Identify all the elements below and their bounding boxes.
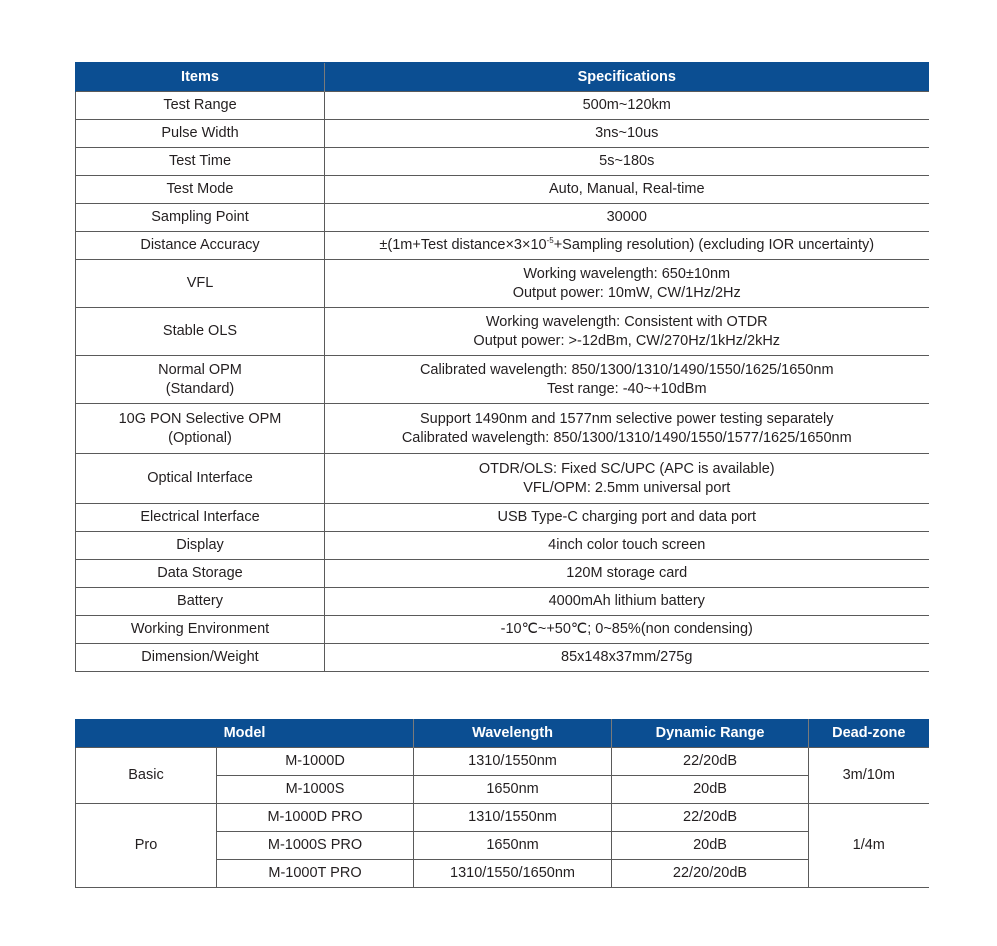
spec-cell bbox=[325, 356, 929, 404]
wavelength-cell: 1310/1550nm bbox=[414, 748, 612, 776]
wavelength-cell: 1310/1550nm bbox=[414, 804, 612, 832]
spec-row-distance-accuracy bbox=[76, 232, 929, 260]
header-dynamic-range: Dynamic Range bbox=[612, 719, 809, 748]
spec-cell bbox=[325, 404, 929, 454]
spec-header-row bbox=[76, 63, 929, 92]
model-row bbox=[76, 804, 929, 832]
wavelength-cell: 1650nm bbox=[414, 832, 612, 860]
header-model: Model bbox=[76, 719, 414, 748]
item-cell: VFL bbox=[76, 260, 325, 308]
item-cell: Working Environment bbox=[76, 616, 325, 644]
spec-cell: Auto, Manual, Real-time bbox=[325, 176, 929, 204]
spec-cell bbox=[325, 232, 929, 260]
item-line: Normal OPM bbox=[158, 361, 242, 378]
wavelength-cell: 1310/1550/1650nm bbox=[414, 860, 612, 888]
spec-row-test-range bbox=[76, 92, 929, 120]
spec-line: Test range: -40~+10dBm bbox=[546, 380, 707, 397]
spec-row-test-mode bbox=[76, 176, 929, 204]
item-cell: Distance Accuracy bbox=[76, 232, 325, 260]
spec-line: Calibrated wavelength: 850/1300/1310/1490/1550/1625/1650nm bbox=[419, 361, 834, 378]
spec-cell: 30000 bbox=[325, 204, 929, 232]
item-cell: Sampling Point bbox=[76, 204, 325, 232]
spec-cell: 500m~120km bbox=[325, 92, 929, 120]
spec-row-working-environment bbox=[76, 616, 929, 644]
spec-row-data-storage bbox=[76, 560, 929, 588]
spec-cell: 120M storage card bbox=[325, 560, 929, 588]
spec-line: Support 1490nm and 1577nm selective power testing separately bbox=[419, 410, 834, 427]
item-cell: Optical Interface bbox=[76, 454, 325, 504]
spec-row-pulse-width bbox=[76, 120, 929, 148]
spec-row-electrical-interface bbox=[76, 504, 929, 532]
model-table bbox=[75, 719, 929, 888]
spec-row-stable-ols bbox=[76, 308, 929, 356]
spec-row-normal-opm bbox=[76, 356, 929, 404]
spec-row-10g-pon-opm bbox=[76, 404, 929, 454]
spec-line: Working wavelength: 650±10nm bbox=[523, 265, 731, 282]
spec-cell: 4000mAh lithium battery bbox=[325, 588, 929, 616]
spec-row-vfl bbox=[76, 260, 929, 308]
spec-cell: 85x148x37mm/275g bbox=[325, 644, 929, 672]
header-items: Items bbox=[76, 63, 325, 92]
wavelength-cell: 1650nm bbox=[414, 776, 612, 804]
spec-line: Working wavelength: Consistent with OTDR bbox=[485, 313, 768, 330]
spec-cell: 5s~180s bbox=[325, 148, 929, 176]
item-cell: Electrical Interface bbox=[76, 504, 325, 532]
item-cell: Test Mode bbox=[76, 176, 325, 204]
spec-row-sampling-point bbox=[76, 204, 929, 232]
spec-line: Output power: 10mW, CW/1Hz/2Hz bbox=[512, 284, 741, 301]
exponent: -5 bbox=[546, 236, 554, 245]
model-cell: M-1000D bbox=[217, 748, 414, 776]
item-cell: Pulse Width bbox=[76, 120, 325, 148]
spec-cell: -10℃~+50℃; 0~85%(non condensing) bbox=[325, 616, 929, 644]
dynamic-range-cell: 22/20/20dB bbox=[612, 860, 809, 888]
item-line: 10G PON Selective OPM bbox=[118, 410, 282, 427]
item-cell: Test Range bbox=[76, 92, 325, 120]
spec-line: Calibrated wavelength: 850/1300/1310/1490/1550/1577/1625/1650nm bbox=[401, 429, 852, 446]
dynamic-range-cell: 22/20dB bbox=[612, 804, 809, 832]
item-cell: Battery bbox=[76, 588, 325, 616]
spec-row-dimension-weight bbox=[76, 644, 929, 672]
dynamic-range-cell: 22/20dB bbox=[612, 748, 809, 776]
spec-line: VFL/OPM: 2.5mm universal port bbox=[523, 479, 731, 496]
item-cell: Stable OLS bbox=[76, 308, 325, 356]
spec-row-optical-interface bbox=[76, 454, 929, 504]
model-cell: M-1000S PRO bbox=[217, 832, 414, 860]
dead-zone-pro: 1/4m bbox=[809, 804, 929, 888]
spec-text-post: +Sampling resolution) (excluding IOR uncertainty) bbox=[553, 237, 875, 253]
spec-cell: 4inch color touch screen bbox=[325, 532, 929, 560]
dead-zone-basic: 3m/10m bbox=[809, 748, 929, 804]
model-row bbox=[76, 748, 929, 776]
spec-text-pre: ±(1m+Test distance×3×10 bbox=[379, 237, 547, 253]
spec-cell bbox=[325, 260, 929, 308]
model-cell: M-1000S bbox=[217, 776, 414, 804]
spec-row-battery bbox=[76, 588, 929, 616]
spec-cell bbox=[325, 308, 929, 356]
spec-line: OTDR/OLS: Fixed SC/UPC (APC is available) bbox=[478, 460, 775, 477]
spec-cell: USB Type-C charging port and data port bbox=[325, 504, 929, 532]
group-basic: Basic bbox=[76, 748, 217, 804]
spec-row-test-time bbox=[76, 148, 929, 176]
model-cell: M-1000T PRO bbox=[217, 860, 414, 888]
spec-row-display bbox=[76, 532, 929, 560]
header-specifications: Specifications bbox=[325, 63, 929, 92]
group-pro: Pro bbox=[76, 804, 217, 888]
item-line: (Standard) bbox=[165, 380, 235, 397]
dynamic-range-cell: 20dB bbox=[612, 832, 809, 860]
spec-cell: 3ns~10us bbox=[325, 120, 929, 148]
item-line: (Optional) bbox=[168, 429, 232, 446]
item-cell bbox=[76, 356, 325, 404]
item-cell: Data Storage bbox=[76, 560, 325, 588]
item-cell bbox=[76, 404, 325, 454]
model-header-row bbox=[76, 719, 929, 748]
header-dead-zone: Dead-zone bbox=[809, 719, 929, 748]
model-cell: M-1000D PRO bbox=[217, 804, 414, 832]
item-cell: Test Time bbox=[76, 148, 325, 176]
spec-cell bbox=[325, 454, 929, 504]
specifications-table bbox=[75, 62, 929, 672]
spec-line: Output power: >-12dBm, CW/270Hz/1kHz/2kHz bbox=[473, 332, 781, 349]
item-cell: Dimension/Weight bbox=[76, 644, 325, 672]
item-cell: Display bbox=[76, 532, 325, 560]
header-wavelength: Wavelength bbox=[414, 719, 612, 748]
dynamic-range-cell: 20dB bbox=[612, 776, 809, 804]
